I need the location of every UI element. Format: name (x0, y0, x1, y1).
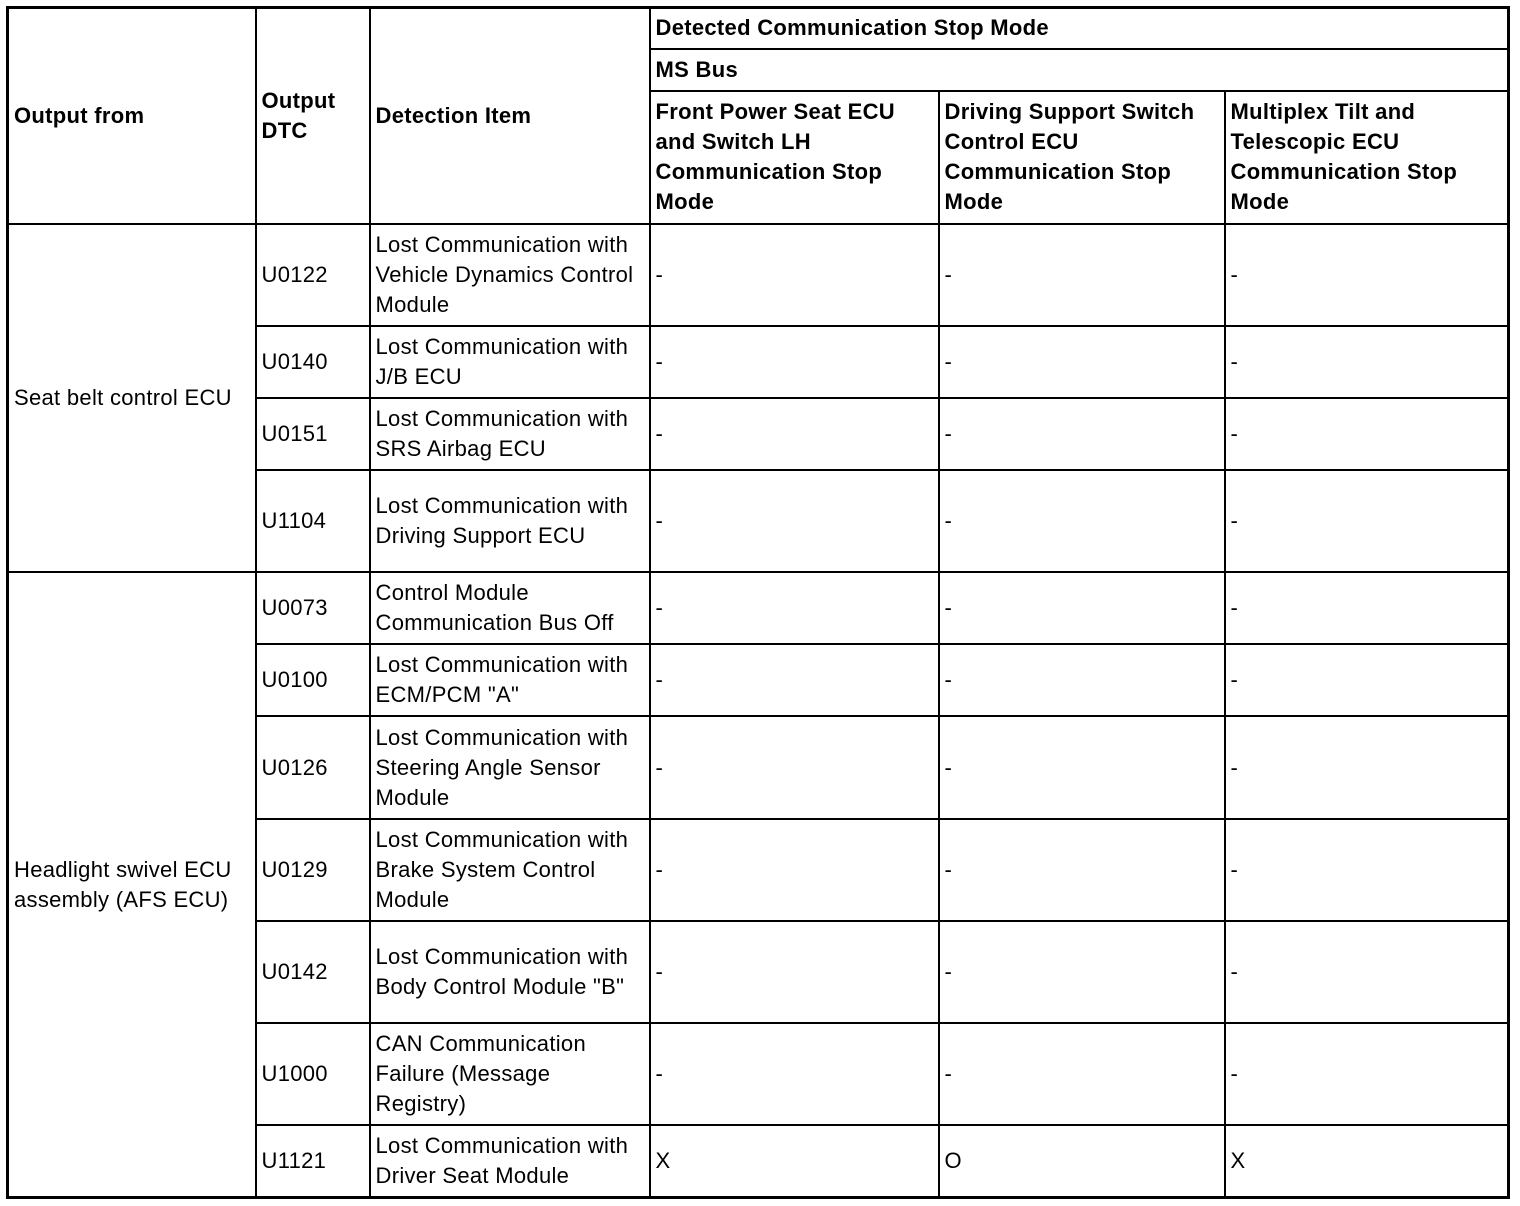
header-output-from: Output from (8, 8, 256, 224)
mode-value: - (1225, 644, 1509, 716)
mode-value: - (650, 921, 939, 1023)
mode-value: - (939, 398, 1225, 470)
detection-item: Lost Communication with Steering Angle Sensor Module (370, 716, 650, 818)
group-output-from: Seat belt control ECU (8, 224, 256, 573)
mode-value: O (939, 1125, 1225, 1197)
detection-item: Lost Communication with J/B ECU (370, 326, 650, 398)
mode-value: - (1225, 819, 1509, 921)
mode-value: - (1225, 921, 1509, 1023)
dtc-code: U0142 (256, 921, 370, 1023)
dtc-code: U0100 (256, 644, 370, 716)
mode-value: X (650, 1125, 939, 1197)
table-row (8, 224, 1509, 326)
header-bus: MS Bus (650, 49, 1509, 91)
mode-value: X (1225, 1125, 1509, 1197)
mode-value: - (650, 572, 939, 644)
mode-value: - (939, 644, 1225, 716)
mode-value: - (1225, 470, 1509, 572)
detection-item: Lost Communication with SRS Airbag ECU (370, 398, 650, 470)
mode-value: - (939, 1023, 1225, 1125)
mode-value: - (939, 819, 1225, 921)
dtc-code: U0140 (256, 326, 370, 398)
mode-value: - (1225, 398, 1509, 470)
mode-value: - (1225, 326, 1509, 398)
mode-value: - (650, 326, 939, 398)
detection-item: Control Module Communication Bus Off (370, 572, 650, 644)
mode-value: - (650, 1023, 939, 1125)
mode-value: - (650, 716, 939, 818)
dtc-code: U1104 (256, 470, 370, 572)
dtc-code: U1000 (256, 1023, 370, 1125)
mode-value: - (650, 224, 939, 326)
mode-value: - (939, 326, 1225, 398)
dtc-code: U0129 (256, 819, 370, 921)
detection-item: Lost Communication with Driving Support ECU (370, 470, 650, 572)
mode-value: - (939, 224, 1225, 326)
mode-value: - (1225, 572, 1509, 644)
header-detected-mode: Detected Communication Stop Mode (650, 8, 1509, 49)
dtc-table (6, 6, 1510, 1199)
detection-item: Lost Communication with Driver Seat Module (370, 1125, 650, 1197)
mode-value: - (1225, 716, 1509, 818)
detection-item: Lost Communication with ECM/PCM "A" (370, 644, 650, 716)
mode-value: - (1225, 1023, 1509, 1125)
mode-value: - (1225, 224, 1509, 326)
detection-item: Lost Communication with Brake System Control Module (370, 819, 650, 921)
table-row (8, 572, 1509, 644)
header-column-2: Driving Support Switch Control ECU Communication Stop Mode (939, 91, 1225, 224)
header-output-dtc: Output DTC (256, 8, 370, 224)
mode-value: - (939, 921, 1225, 1023)
mode-value: - (650, 819, 939, 921)
detection-item: Lost Communication with Vehicle Dynamics Control Module (370, 224, 650, 326)
mode-value: - (939, 572, 1225, 644)
header-column-1: Front Power Seat ECU and Switch LH Communication Stop Mode (650, 91, 939, 224)
dtc-code: U0073 (256, 572, 370, 644)
detection-item: Lost Communication with Body Control Module "B" (370, 921, 650, 1023)
dtc-code: U0151 (256, 398, 370, 470)
mode-value: - (650, 644, 939, 716)
header-detection-item: Detection Item (370, 8, 650, 224)
header-column-3: Multiplex Tilt and Telescopic ECU Communication Stop Mode (1225, 91, 1509, 224)
mode-value: - (650, 398, 939, 470)
dtc-code: U0122 (256, 224, 370, 326)
mode-value: - (939, 470, 1225, 572)
dtc-code: U0126 (256, 716, 370, 818)
group-output-from: Headlight swivel ECU assembly (AFS ECU) (8, 572, 256, 1197)
dtc-code: U1121 (256, 1125, 370, 1197)
detection-item: CAN Communication Failure (Message Registry) (370, 1023, 650, 1125)
mode-value: - (650, 470, 939, 572)
mode-value: - (939, 716, 1225, 818)
